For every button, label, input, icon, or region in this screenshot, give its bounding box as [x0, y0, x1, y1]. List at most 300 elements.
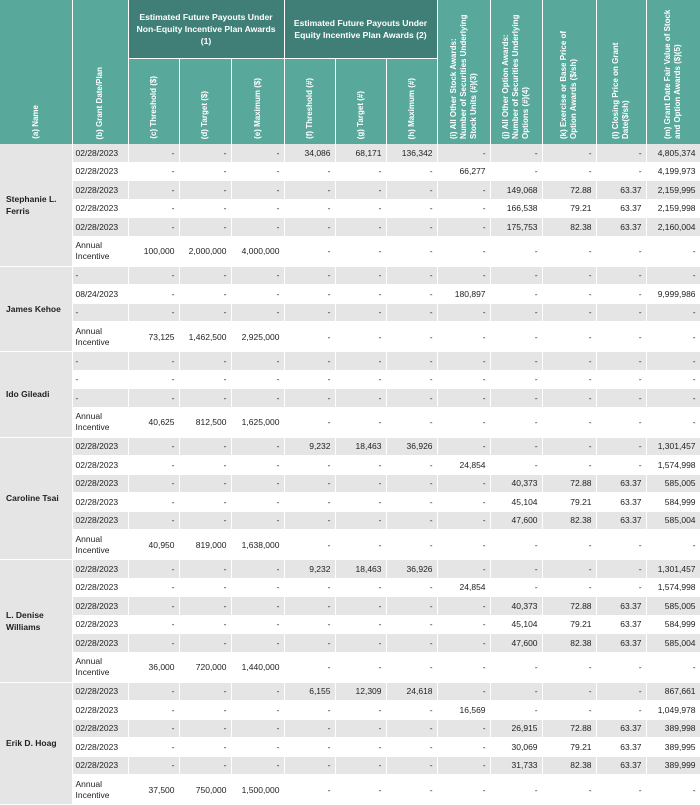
exercise-price-cell: - — [542, 775, 596, 805]
threshold-dollars-cell: - — [128, 303, 179, 322]
fair-value-cell: - — [646, 352, 700, 371]
fair-value-cell: 389,999 — [646, 756, 700, 775]
target-dollars-cell: - — [179, 560, 231, 579]
grant-date-cell: 02/28/2023 — [72, 719, 128, 738]
stock-units-cell: - — [437, 266, 490, 285]
target-dollars-cell: - — [179, 285, 231, 304]
closing-price-cell: - — [596, 701, 646, 720]
threshold-dollars-cell: 100,000 — [128, 236, 179, 266]
column-header-target-shares: (g) Target (#) — [335, 59, 386, 145]
maximum-shares-cell: - — [386, 352, 437, 371]
exercise-price-cell: - — [542, 407, 596, 437]
fair-value-cell: 9,999,986 — [646, 285, 700, 304]
exercise-price-cell: 82.38 — [542, 511, 596, 530]
threshold-shares-cell: 34,086 — [284, 144, 335, 162]
exercise-price-cell: 79.21 — [542, 493, 596, 512]
threshold-shares-cell: - — [284, 511, 335, 530]
option-units-cell: 166,538 — [490, 199, 542, 218]
exercise-price-cell: 72.88 — [542, 719, 596, 738]
table-row — [0, 456, 700, 475]
column-header-fair-value: (m) Grant Date Fair Value of Stock and Option Awards ($)(5) — [646, 0, 700, 144]
threshold-dollars-cell: - — [128, 615, 179, 634]
stock-units-cell: - — [437, 615, 490, 634]
threshold-shares-cell: - — [284, 266, 335, 285]
exercise-price-cell: 79.21 — [542, 199, 596, 218]
maximum-shares-cell: - — [386, 456, 437, 475]
grant-date-cell: 02/28/2023 — [72, 493, 128, 512]
grant-date-cell: 02/28/2023 — [72, 162, 128, 181]
closing-price-cell: - — [596, 144, 646, 162]
threshold-shares-cell: - — [284, 719, 335, 738]
threshold-shares-cell: - — [284, 352, 335, 371]
fair-value-cell: - — [646, 370, 700, 389]
threshold-dollars-cell: - — [128, 560, 179, 579]
closing-price-cell: - — [596, 652, 646, 682]
threshold-shares-cell: - — [284, 389, 335, 408]
option-units-cell: 26,915 — [490, 719, 542, 738]
maximum-dollars-cell: - — [231, 218, 284, 237]
target-shares-cell: 18,463 — [335, 560, 386, 579]
person-name: Stephanie L. Ferris — [0, 144, 72, 266]
option-units-cell: - — [490, 701, 542, 720]
table-row — [0, 775, 700, 805]
target-shares-cell: - — [335, 303, 386, 322]
target-shares-cell: - — [335, 236, 386, 266]
threshold-dollars-cell: - — [128, 266, 179, 285]
fair-value-cell: 4,805,374 — [646, 144, 700, 162]
threshold-shares-cell: 9,232 — [284, 437, 335, 456]
closing-price-cell: 63.37 — [596, 493, 646, 512]
maximum-shares-cell: - — [386, 266, 437, 285]
exercise-price-cell: - — [542, 322, 596, 352]
threshold-shares-cell: - — [284, 456, 335, 475]
option-units-cell: - — [490, 437, 542, 456]
target-shares-cell: - — [335, 407, 386, 437]
threshold-shares-cell: - — [284, 530, 335, 560]
target-shares-cell: - — [335, 701, 386, 720]
closing-price-cell: - — [596, 560, 646, 579]
target-shares-cell: - — [335, 266, 386, 285]
maximum-shares-cell: - — [386, 493, 437, 512]
grant-date-cell: 02/28/2023 — [72, 738, 128, 757]
grant-date-cell: 08/24/2023 — [72, 285, 128, 304]
closing-price-cell: - — [596, 303, 646, 322]
threshold-dollars-cell: - — [128, 578, 179, 597]
table-row — [0, 719, 700, 738]
person-name: Erik D. Hoag — [0, 682, 72, 805]
target-dollars-cell: - — [179, 218, 231, 237]
stock-units-cell: - — [437, 352, 490, 371]
exercise-price-cell: 72.88 — [542, 597, 596, 616]
table-row — [0, 322, 700, 352]
fair-value-cell: - — [646, 652, 700, 682]
target-shares-cell: - — [335, 775, 386, 805]
stock-units-cell: - — [437, 370, 490, 389]
threshold-dollars-cell: - — [128, 218, 179, 237]
threshold-shares-cell: - — [284, 652, 335, 682]
threshold-shares-cell: - — [284, 756, 335, 775]
closing-price-cell: - — [596, 162, 646, 181]
threshold-shares-cell: - — [284, 701, 335, 720]
target-dollars-cell: - — [179, 474, 231, 493]
fair-value-cell: 389,995 — [646, 738, 700, 757]
threshold-shares-cell: - — [284, 181, 335, 200]
column-header-name: (a) Name — [0, 0, 72, 144]
maximum-shares-cell: - — [386, 303, 437, 322]
stock-units-cell: - — [437, 775, 490, 805]
option-units-cell: - — [490, 352, 542, 371]
option-units-cell: - — [490, 530, 542, 560]
threshold-dollars-cell: - — [128, 389, 179, 408]
maximum-shares-cell: - — [386, 578, 437, 597]
target-shares-cell: - — [335, 181, 386, 200]
table-row — [0, 756, 700, 775]
maximum-dollars-cell: - — [231, 285, 284, 304]
option-units-cell: - — [490, 322, 542, 352]
table-row — [0, 738, 700, 757]
table-row — [0, 303, 700, 322]
maximum-dollars-cell: - — [231, 560, 284, 579]
maximum-dollars-cell: - — [231, 370, 284, 389]
stock-units-cell: 180,897 — [437, 285, 490, 304]
target-dollars-cell: - — [179, 266, 231, 285]
maximum-dollars-cell: - — [231, 437, 284, 456]
table-row — [0, 162, 700, 181]
fair-value-cell: 1,301,457 — [646, 560, 700, 579]
maximum-shares-cell: - — [386, 389, 437, 408]
maximum-dollars-cell: 1,638,000 — [231, 530, 284, 560]
closing-price-cell: - — [596, 370, 646, 389]
threshold-dollars-cell: - — [128, 352, 179, 371]
threshold-dollars-cell: - — [128, 634, 179, 653]
closing-price-cell: 63.37 — [596, 719, 646, 738]
table-row — [0, 530, 700, 560]
fair-value-cell: - — [646, 322, 700, 352]
target-dollars-cell: - — [179, 389, 231, 408]
grant-date-cell: - — [72, 389, 128, 408]
fair-value-cell: 4,199,973 — [646, 162, 700, 181]
stock-units-cell: - — [437, 560, 490, 579]
option-units-cell: 47,600 — [490, 511, 542, 530]
closing-price-cell: - — [596, 236, 646, 266]
person-name: James Kehoe — [0, 266, 72, 352]
fair-value-cell: - — [646, 236, 700, 266]
person-name: Ido Gileadi — [0, 352, 72, 438]
option-units-cell: - — [490, 370, 542, 389]
exercise-price-cell: - — [542, 437, 596, 456]
table-row — [0, 682, 700, 701]
option-units-cell: - — [490, 144, 542, 162]
maximum-dollars-cell: 2,925,000 — [231, 322, 284, 352]
target-shares-cell: - — [335, 578, 386, 597]
table-row — [0, 199, 700, 218]
target-shares-cell: - — [335, 370, 386, 389]
maximum-dollars-cell: - — [231, 682, 284, 701]
option-units-cell: - — [490, 578, 542, 597]
table-row — [0, 474, 700, 493]
stock-units-cell: - — [437, 634, 490, 653]
exercise-price-cell: - — [542, 162, 596, 181]
table-body — [0, 144, 700, 805]
maximum-shares-cell: 36,926 — [386, 437, 437, 456]
target-shares-cell: - — [335, 511, 386, 530]
table-row — [0, 652, 700, 682]
target-shares-cell: 12,309 — [335, 682, 386, 701]
table-row — [0, 370, 700, 389]
stock-units-cell: 24,854 — [437, 456, 490, 475]
grant-date-cell: 02/28/2023 — [72, 437, 128, 456]
table-row — [0, 236, 700, 266]
closing-price-cell: 63.37 — [596, 199, 646, 218]
threshold-shares-cell: - — [284, 236, 335, 266]
target-dollars-cell: - — [179, 493, 231, 512]
maximum-dollars-cell: - — [231, 144, 284, 162]
maximum-dollars-cell: - — [231, 352, 284, 371]
closing-price-cell: - — [596, 775, 646, 805]
option-units-cell: - — [490, 407, 542, 437]
grant-date-cell: 02/28/2023 — [72, 144, 128, 162]
fair-value-cell: - — [646, 407, 700, 437]
grant-date-cell: Annual Incentive — [72, 407, 128, 437]
target-dollars-cell: - — [179, 701, 231, 720]
target-shares-cell: - — [335, 652, 386, 682]
target-shares-cell: - — [335, 199, 386, 218]
target-shares-cell: - — [335, 218, 386, 237]
threshold-shares-cell: - — [284, 370, 335, 389]
option-units-cell: - — [490, 775, 542, 805]
maximum-shares-cell: - — [386, 719, 437, 738]
table-row — [0, 285, 700, 304]
grant-date-cell: - — [72, 303, 128, 322]
table-row — [0, 218, 700, 237]
option-units-cell: - — [490, 389, 542, 408]
threshold-dollars-cell: - — [128, 493, 179, 512]
fair-value-cell: 585,004 — [646, 634, 700, 653]
person-name: L. Denise Williams — [0, 560, 72, 683]
grant-date-cell: Annual Incentive — [72, 652, 128, 682]
stock-units-cell: 24,854 — [437, 578, 490, 597]
table-row — [0, 493, 700, 512]
option-units-cell: 30,069 — [490, 738, 542, 757]
stock-units-cell: - — [437, 407, 490, 437]
closing-price-cell: - — [596, 322, 646, 352]
closing-price-cell: - — [596, 682, 646, 701]
option-units-cell: 47,600 — [490, 634, 542, 653]
closing-price-cell: - — [596, 578, 646, 597]
threshold-dollars-cell: - — [128, 456, 179, 475]
maximum-dollars-cell: - — [231, 181, 284, 200]
threshold-dollars-cell: - — [128, 437, 179, 456]
fair-value-cell: - — [646, 303, 700, 322]
maximum-shares-cell: - — [386, 615, 437, 634]
maximum-shares-cell: - — [386, 285, 437, 304]
stock-units-cell: - — [437, 389, 490, 408]
grant-date-cell: - — [72, 352, 128, 371]
maximum-dollars-cell: - — [231, 756, 284, 775]
maximum-dollars-cell: - — [231, 474, 284, 493]
threshold-shares-cell: - — [284, 199, 335, 218]
closing-price-cell: 63.37 — [596, 597, 646, 616]
maximum-shares-cell: - — [386, 652, 437, 682]
grant-date-cell: - — [72, 266, 128, 285]
maximum-dollars-cell: - — [231, 578, 284, 597]
exercise-price-cell: - — [542, 578, 596, 597]
maximum-dollars-cell: 1,440,000 — [231, 652, 284, 682]
target-dollars-cell: - — [179, 719, 231, 738]
maximum-shares-cell: - — [386, 236, 437, 266]
stock-units-cell: - — [437, 719, 490, 738]
threshold-dollars-cell: - — [128, 370, 179, 389]
table-row — [0, 560, 700, 579]
threshold-shares-cell: - — [284, 615, 335, 634]
maximum-shares-cell: - — [386, 634, 437, 653]
threshold-shares-cell: - — [284, 634, 335, 653]
table-row — [0, 701, 700, 720]
fair-value-cell: 1,301,457 — [646, 437, 700, 456]
maximum-dollars-cell: 1,625,000 — [231, 407, 284, 437]
maximum-shares-cell: - — [386, 218, 437, 237]
threshold-dollars-cell: - — [128, 474, 179, 493]
option-units-cell: 149,068 — [490, 181, 542, 200]
fair-value-cell: 1,049,978 — [646, 701, 700, 720]
table-row — [0, 407, 700, 437]
table-row — [0, 181, 700, 200]
exercise-price-cell: - — [542, 370, 596, 389]
maximum-dollars-cell: - — [231, 493, 284, 512]
option-units-cell: 175,753 — [490, 218, 542, 237]
grant-date-cell: 02/28/2023 — [72, 756, 128, 775]
exercise-price-cell: - — [542, 456, 596, 475]
maximum-shares-cell: - — [386, 738, 437, 757]
target-shares-cell: 68,171 — [335, 144, 386, 162]
grant-date-cell: 02/28/2023 — [72, 597, 128, 616]
option-units-cell: - — [490, 162, 542, 181]
option-units-cell: 31,733 — [490, 756, 542, 775]
stock-units-cell: - — [437, 218, 490, 237]
maximum-dollars-cell: - — [231, 634, 284, 653]
stock-units-cell: - — [437, 236, 490, 266]
stock-units-cell: 16,569 — [437, 701, 490, 720]
target-dollars-cell: - — [179, 370, 231, 389]
closing-price-cell: 63.37 — [596, 615, 646, 634]
target-dollars-cell: - — [179, 144, 231, 162]
threshold-dollars-cell: - — [128, 199, 179, 218]
grant-date-cell: 02/28/2023 — [72, 615, 128, 634]
person-name: Caroline Tsai — [0, 437, 72, 560]
threshold-shares-cell: - — [284, 578, 335, 597]
threshold-dollars-cell: - — [128, 511, 179, 530]
target-dollars-cell: 720,000 — [179, 652, 231, 682]
exercise-price-cell: - — [542, 682, 596, 701]
maximum-dollars-cell: - — [231, 615, 284, 634]
closing-price-cell: 63.37 — [596, 634, 646, 653]
target-dollars-cell: - — [179, 578, 231, 597]
column-header-threshold-shares: (f) Threshold (#) — [284, 59, 335, 145]
maximum-dollars-cell: - — [231, 303, 284, 322]
closing-price-cell: - — [596, 389, 646, 408]
column-header-maximum-shares: (h) Maximum (#) — [386, 59, 437, 145]
fair-value-cell: 584,999 — [646, 615, 700, 634]
exercise-price-cell: 82.38 — [542, 634, 596, 653]
target-dollars-cell: - — [179, 437, 231, 456]
threshold-shares-cell: - — [284, 474, 335, 493]
fair-value-cell: 1,574,998 — [646, 578, 700, 597]
maximum-shares-cell: 24,618 — [386, 682, 437, 701]
fair-value-cell: 2,159,995 — [646, 181, 700, 200]
table-row — [0, 352, 700, 371]
threshold-dollars-cell: - — [128, 738, 179, 757]
option-units-cell: - — [490, 652, 542, 682]
stock-units-cell: - — [437, 199, 490, 218]
target-dollars-cell: - — [179, 634, 231, 653]
target-dollars-cell: 750,000 — [179, 775, 231, 805]
grant-date-cell: 02/28/2023 — [72, 701, 128, 720]
option-units-cell: 40,373 — [490, 597, 542, 616]
table-row — [0, 389, 700, 408]
threshold-shares-cell: - — [284, 407, 335, 437]
threshold-shares-cell: - — [284, 303, 335, 322]
stock-units-cell: - — [437, 144, 490, 162]
target-shares-cell: - — [335, 615, 386, 634]
maximum-dollars-cell: - — [231, 456, 284, 475]
column-header-grant-date: (b) Grant Date/Plan — [72, 0, 128, 144]
maximum-shares-cell: - — [386, 597, 437, 616]
closing-price-cell: 63.37 — [596, 181, 646, 200]
option-units-cell: 40,373 — [490, 474, 542, 493]
exercise-price-cell: - — [542, 560, 596, 579]
threshold-dollars-cell: 36,000 — [128, 652, 179, 682]
stock-units-cell: - — [437, 493, 490, 512]
target-dollars-cell: 1,462,500 — [179, 322, 231, 352]
stock-units-cell: - — [437, 322, 490, 352]
maximum-shares-cell: - — [386, 407, 437, 437]
option-units-cell: - — [490, 456, 542, 475]
target-shares-cell: - — [335, 285, 386, 304]
target-dollars-cell: - — [179, 597, 231, 616]
table-row — [0, 578, 700, 597]
grant-date-cell: 02/28/2023 — [72, 181, 128, 200]
target-dollars-cell: 812,500 — [179, 407, 231, 437]
table-header — [0, 0, 700, 144]
fair-value-cell: 389,998 — [646, 719, 700, 738]
fair-value-cell: 1,574,998 — [646, 456, 700, 475]
exercise-price-cell: - — [542, 352, 596, 371]
threshold-shares-cell: - — [284, 493, 335, 512]
threshold-dollars-cell: - — [128, 144, 179, 162]
threshold-dollars-cell: 73,125 — [128, 322, 179, 352]
threshold-dollars-cell: - — [128, 181, 179, 200]
closing-price-cell: - — [596, 352, 646, 371]
grant-date-cell: 02/28/2023 — [72, 511, 128, 530]
maximum-shares-cell: - — [386, 530, 437, 560]
threshold-shares-cell: - — [284, 775, 335, 805]
maximum-shares-cell: - — [386, 701, 437, 720]
column-header-stock-awards: (i) All Other Stock Awards: Number of Securities Underlying Stock Units (#)(3) — [437, 0, 490, 144]
closing-price-cell: - — [596, 285, 646, 304]
target-shares-cell: - — [335, 474, 386, 493]
target-shares-cell: - — [335, 597, 386, 616]
fair-value-cell: 867,661 — [646, 682, 700, 701]
column-header-option-awards: (j) All Other Option Awards: Number of Securities Underlying Options (#)(4) — [490, 0, 542, 144]
threshold-dollars-cell: - — [128, 701, 179, 720]
table-row — [0, 615, 700, 634]
maximum-shares-cell: 136,342 — [386, 144, 437, 162]
maximum-shares-cell: - — [386, 775, 437, 805]
grant-date-cell: Annual Incentive — [72, 530, 128, 560]
closing-price-cell: - — [596, 407, 646, 437]
stock-units-cell: - — [437, 437, 490, 456]
fair-value-cell: 2,160,004 — [646, 218, 700, 237]
